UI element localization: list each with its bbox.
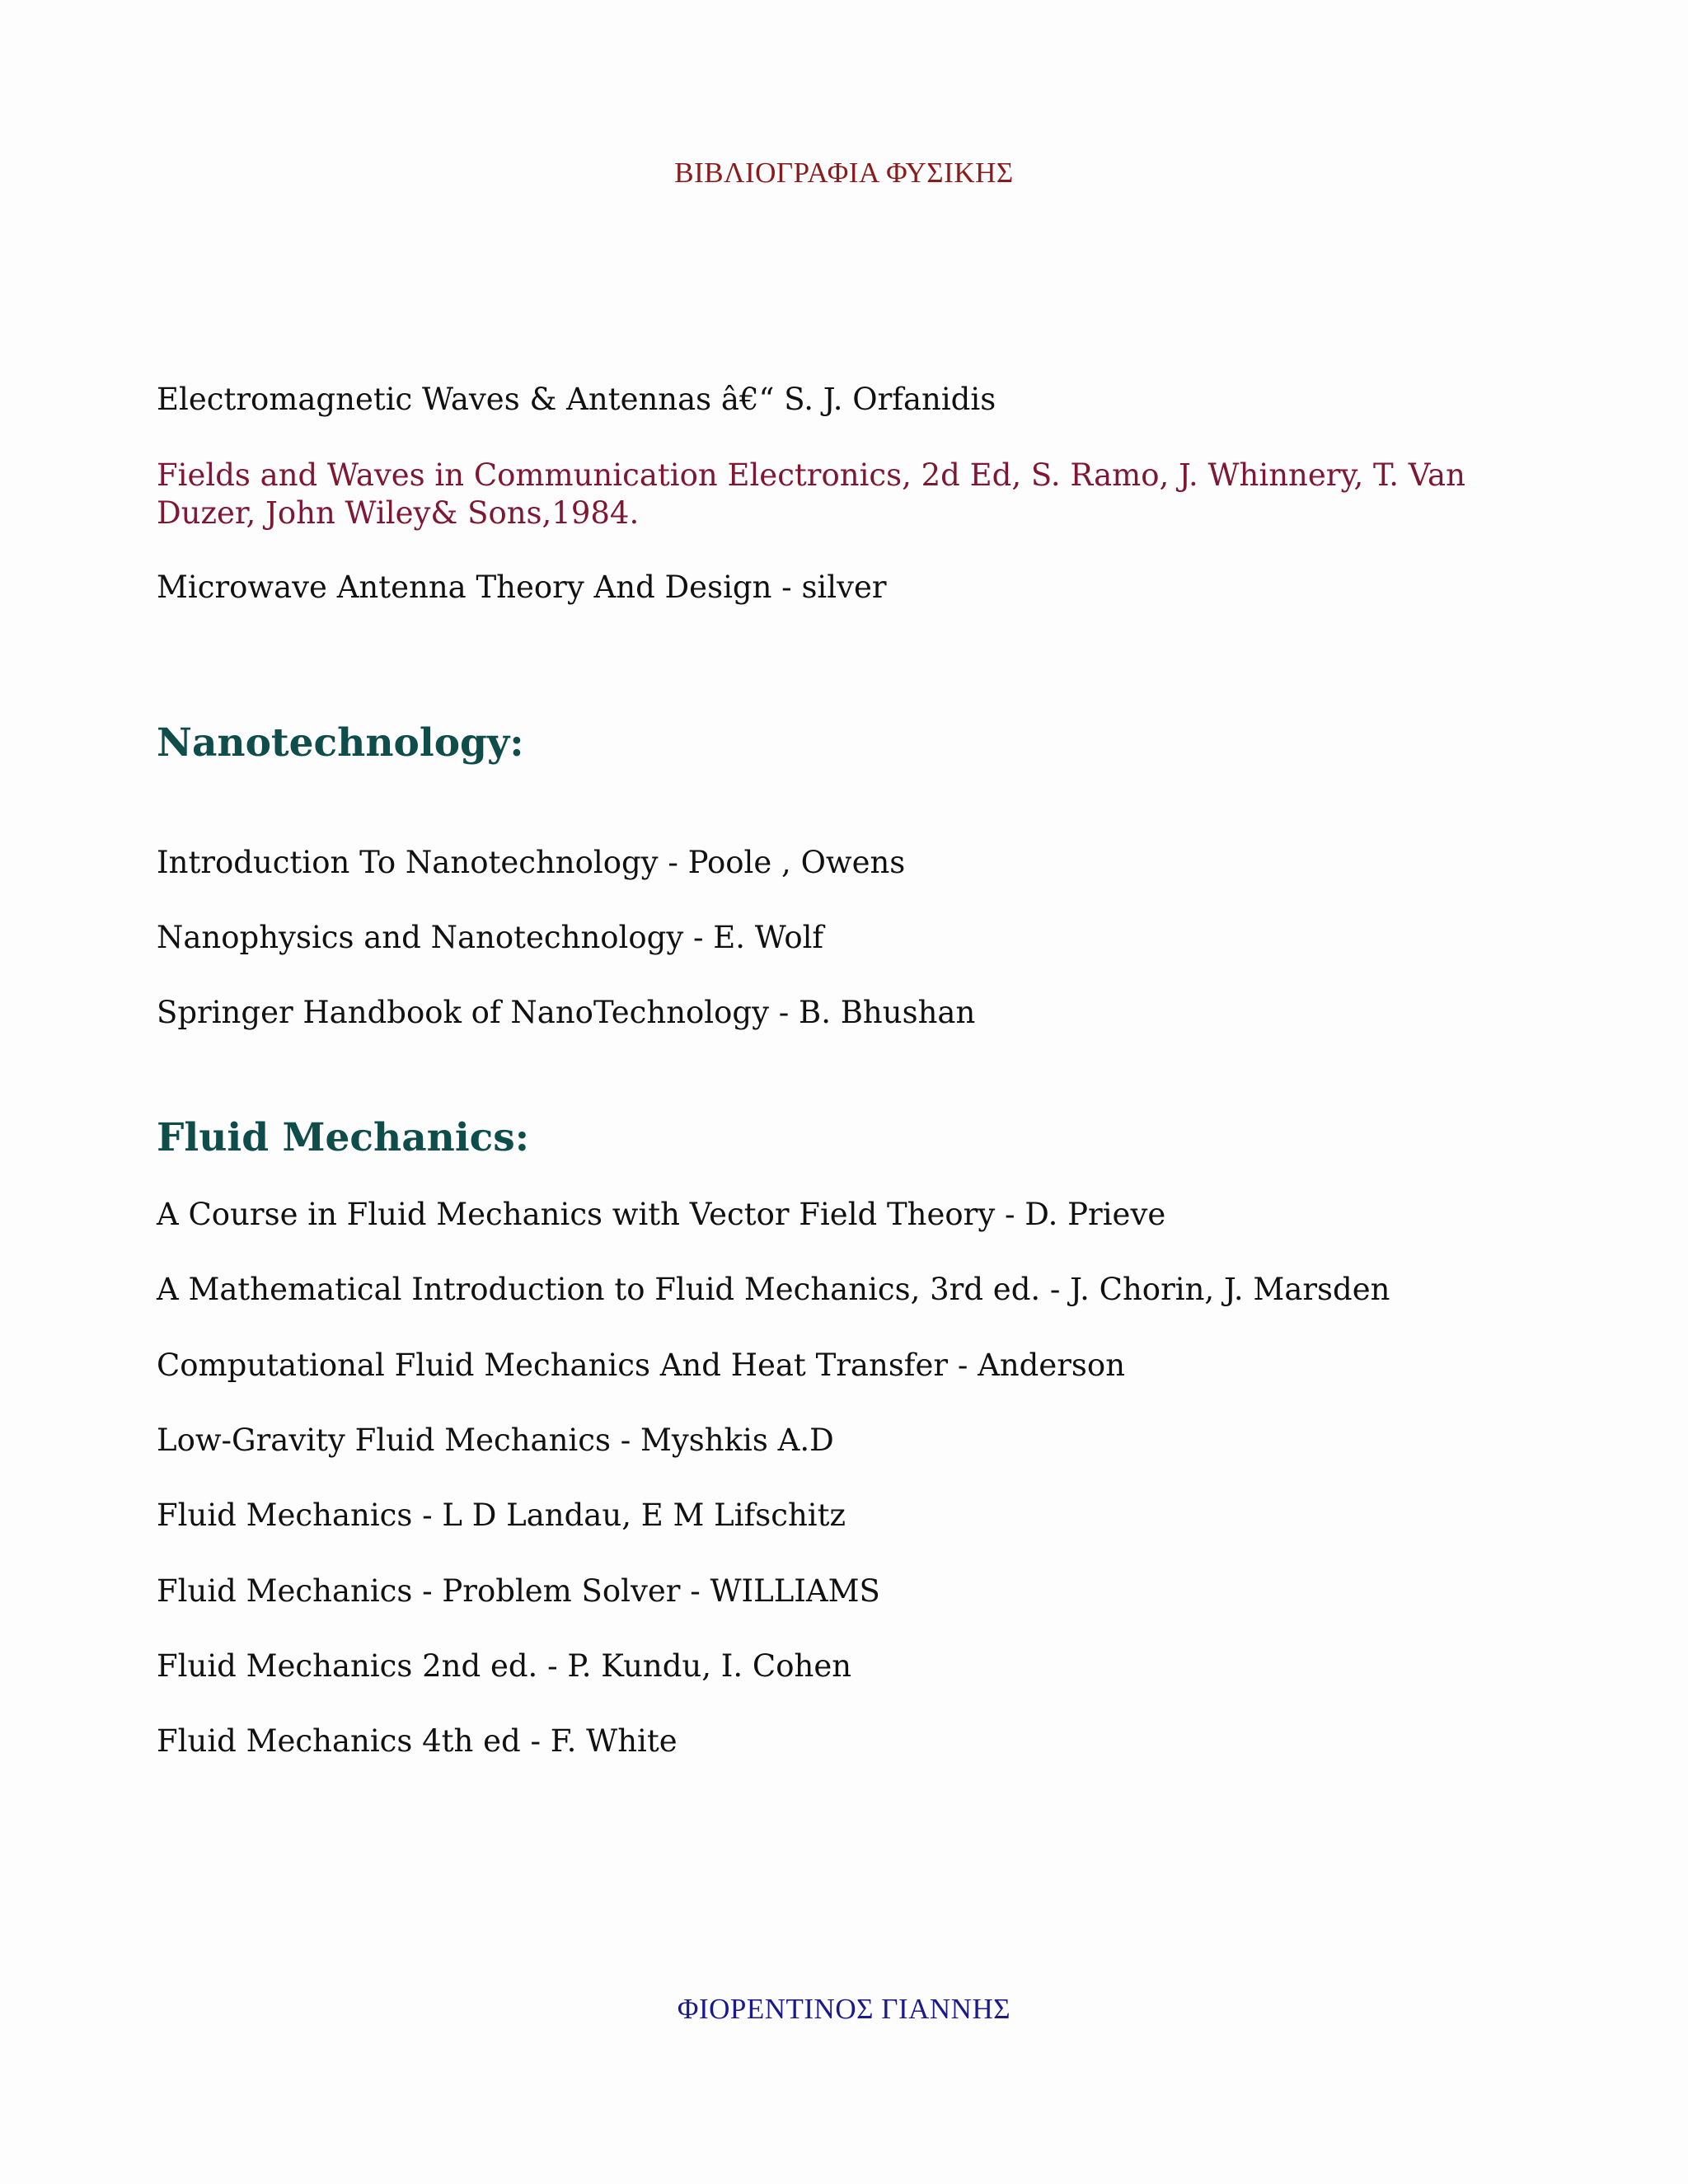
bibliography-entry: Fluid Mechanics - L D Landau, E M Lifschitz <box>157 1497 846 1533</box>
section-heading-nanotechnology: Nanotechnology: <box>157 720 524 766</box>
bibliography-entry: Electromagnetic Waves & Antennas â€“ S. J. Orfanidis <box>157 382 996 417</box>
bibliography-entry: Introduction To Nanotechnology - Poole , Owens <box>157 845 906 880</box>
bibliography-entry: Nanophysics and Nanotechnology - E. Wolf <box>157 920 824 955</box>
page-footer-author: ΦΙΟΡΕΝΤΙΝΟΣ ΓΙΑΝΝΗΣ <box>677 1993 1011 2025</box>
bibliography-entry-highlighted: Fields and Waves in Communication Electronics, 2d Ed, S. Ramo, J. Whinnery, T. Van Duzer, John Wiley& Sons,1984. <box>157 457 1465 531</box>
bibliography-entry: Low-Gravity Fluid Mechanics - Myshkis A.D <box>157 1422 834 1458</box>
section-heading-fluid-mechanics: Fluid Mechanics: <box>157 1115 530 1160</box>
bibliography-entry: A Mathematical Introduction to Fluid Mechanics, 3rd ed. - J. Chorin, J. Marsden <box>157 1272 1390 1307</box>
bibliography-entry: A Course in Fluid Mechanics with Vector Field Theory - D. Prieve <box>157 1197 1166 1232</box>
bibliography-entry: Springer Handbook of NanoTechnology - B. Bhushan <box>157 995 976 1030</box>
bibliography-entry: Microwave Antenna Theory And Design - silver <box>157 569 887 605</box>
bibliography-entry: Fluid Mechanics 4th ed - F. White <box>157 1723 678 1759</box>
bibliography-entry: Fluid Mechanics - Problem Solver - WILLIAMS <box>157 1573 880 1609</box>
page-header-title: ΒΙΒΛΙΟΓΡΑΦΙΑ ΦΥΣΙΚΗΣ <box>674 157 1014 189</box>
bibliography-entry: Computational Fluid Mechanics And Heat Transfer - Anderson <box>157 1347 1126 1383</box>
bibliography-entry: Fluid Mechanics 2nd ed. - P. Kundu, I. Cohen <box>157 1648 852 1684</box>
